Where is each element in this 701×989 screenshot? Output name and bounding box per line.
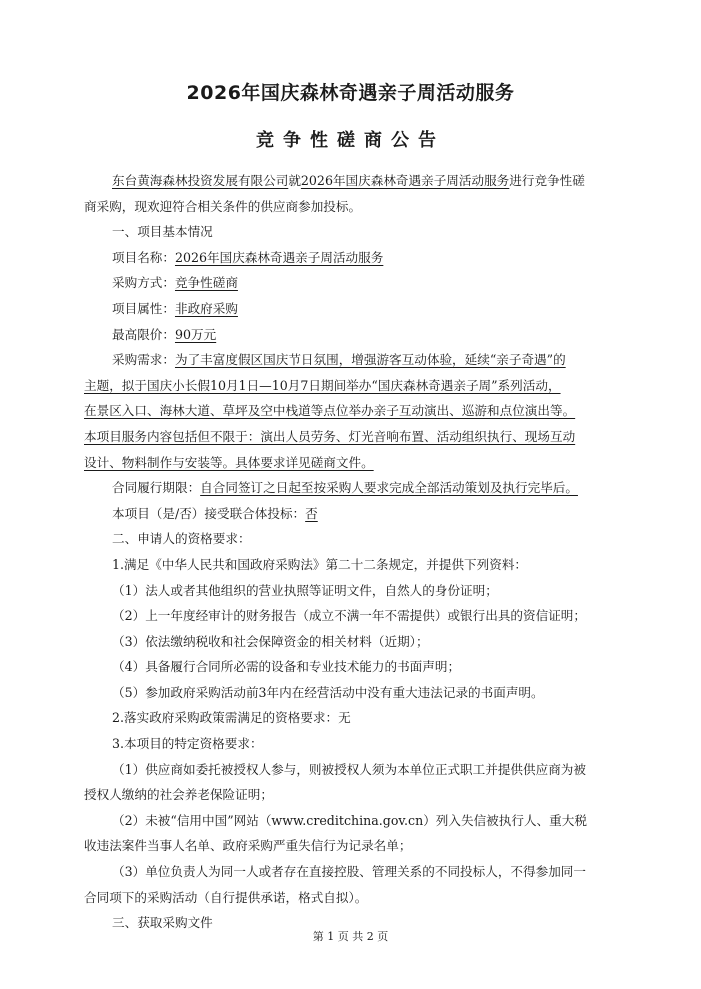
qualification-3-2a: （2）未被“信用中国”网站（www.creditchina.gov.cn）列入失信被执行人、重大税	[112, 812, 587, 828]
contract-period-label: 合同履行期限：	[112, 480, 201, 496]
qualification-3-2b: 收违法案件当事人名单、政府采购严重失信行为记录名单；	[84, 838, 412, 854]
project-attribute-row	[112, 296, 640, 322]
qualification-3-3b: 合同项下的采购活动（自行提供承诺，格式自拟）。	[84, 889, 368, 905]
consortium-value: 否	[305, 505, 318, 521]
qualification-2: 2.落实政府采购政策需满足的资格要求：无	[112, 710, 351, 726]
requirement-text-4: 本项目服务内容包括但不限于：演出人员劳务、灯光音响布置、活动组织执行、现场互动	[84, 428, 576, 444]
contract-period-row	[112, 475, 640, 501]
requirement-label: 采购需求：	[112, 352, 175, 368]
qualification-3: 3.本项目的特定资格要求：	[112, 736, 263, 752]
requirement-text-1: 为了丰富度假区国庆节日氛围，增强游客互动体验，延续“亲子奇遇”的	[174, 352, 566, 368]
intro-mid: 就	[288, 173, 301, 188]
requirement-text-2: 主题，拟于国庆小长假10月1日—10月7日期间举办“国庆森林奇遇亲子周”系列活动，	[84, 377, 561, 393]
max-price-label: 最高限价：	[112, 326, 175, 342]
intro-line-1	[112, 168, 640, 194]
requirement-row-1	[112, 347, 640, 373]
section-1-heading: 一、项目基本情况	[112, 224, 213, 240]
qualification-1-5: （5）参加政府采购活动前3年内在经营活动中没有重大违法记录的书面声明。	[112, 684, 544, 700]
qualification-3-1a: （1）供应商如委托被授权人参与，则被授权人须为本单位正式职工并提供供应商为被	[112, 761, 586, 777]
qualification-3-3a: （3）单位负责人为同一人或者存在直接控股、管理关系的不同投标人，不得参加同一	[112, 864, 586, 880]
document-title: 2026年国庆森林奇遇亲子周活动服务	[186, 82, 515, 104]
qualification-3-1b: 授权人缴纳的社会养老保险证明；	[84, 787, 273, 803]
intro-tail: 进行竞争性磋	[509, 173, 585, 188]
qualification-1-3: （3）依法缴纳税收和社会保障资金的相关材料（近期）；	[112, 633, 429, 649]
page-number: 第 1 页 共 2 页	[312, 930, 389, 943]
project-name-value: 2026年国庆森林奇遇亲子周活动服务	[174, 249, 384, 265]
procurement-method-value: 竞争性磋商	[174, 275, 238, 291]
requirement-row-5	[84, 450, 640, 476]
qualification-1-4: （4）具备履行合同所必需的设备和专业技术能力的书面声明；	[112, 659, 461, 675]
max-price-row	[112, 322, 640, 348]
document-subtitle: 竞争性磋商公告	[256, 130, 445, 151]
project-attribute-value: 非政府采购	[174, 300, 238, 316]
requirement-text-3: 在景区入口、海林大道、草坪及空中栈道等点位举办亲子互动演出、巡游和点位演出等。	[84, 403, 576, 419]
document-body	[84, 168, 640, 936]
qualification-1-2: （2）上一年度经审计的财务报告（成立不满一年不需提供）或银行出具的资信证明；	[112, 608, 586, 624]
intro-org: 东台黄海森林投资发展有限公司	[112, 173, 289, 188]
section-2-heading: 二、申请人的资格要求：	[112, 531, 251, 547]
requirement-text-5: 设计、物料制作与安装等。具体要求详见磋商文件。	[84, 454, 374, 470]
requirement-row-4	[84, 424, 640, 450]
max-price-value: 90万元	[174, 326, 217, 342]
contract-period-value: 自合同签订之日起至按采购人要求完成全部活动策划及执行完毕后。	[200, 480, 578, 496]
procurement-method-label: 采购方式：	[112, 275, 175, 291]
section-3-heading: 三、获取采购文件	[112, 915, 213, 931]
project-name-label: 项目名称：	[112, 249, 175, 265]
intro-project: 2026年国庆森林奇遇亲子周活动服务	[300, 173, 510, 188]
requirement-row-2	[84, 373, 640, 399]
project-attribute-label: 项目属性：	[112, 300, 175, 316]
qualification-1: 1.满足《中华人民共和国政府采购法》第二十二条规定，并提供下列资料：	[112, 556, 528, 572]
consortium-row	[112, 501, 640, 527]
requirement-row-3	[84, 398, 640, 424]
intro-line-2: 商采购，现欢迎符合相关条件的供应商参加投标。	[84, 198, 362, 214]
consortium-label: 本项目（是/否）接受联合体投标：	[112, 505, 306, 521]
qualification-1-1: （1）法人或者其他组织的营业执照等证明文件，自然人的身份证明；	[112, 582, 498, 598]
project-name-row	[112, 245, 640, 271]
procurement-method-row	[112, 270, 640, 296]
